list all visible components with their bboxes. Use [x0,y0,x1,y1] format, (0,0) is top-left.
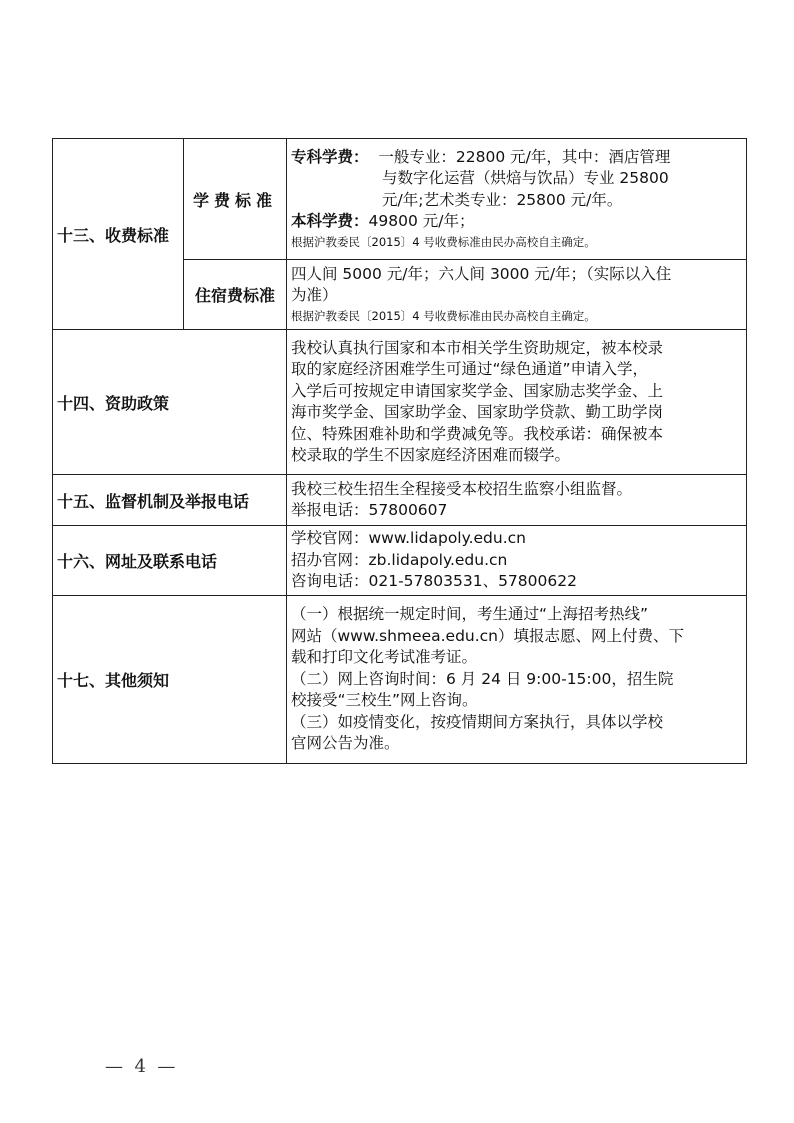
lodging-label: 住宿费标准 [184,260,287,330]
aid-section-label: 十四、资助政策 [53,330,287,475]
aid-text-line: 校录取的学生不因家庭经济困难而辍学。 [291,446,571,464]
fees-section-label: 十三、收费标准 [53,139,184,330]
aid-content [287,330,747,475]
lodging-text-2: 为准） [291,286,338,304]
associate-tuition-line [291,147,742,169]
aid-text-line: 我校认真执行国家和本市相关学生资助规定，被本校录 [291,338,664,357]
aid-text-line: 入学后可按规定申请国家奖学金、国家励志奖学金、上 [291,381,664,400]
bachelor-tuition-line [291,211,742,233]
lodging-note: 根据沪教委民〔2015〕4 号收费标准由民办高校自主确定。 [291,308,596,323]
fees-tuition-row [53,139,747,260]
notes-text-line: 官网公告为准。 [291,734,400,753]
contact-section-label: 十六、网址及联系电话 [53,526,287,596]
aid-row [53,330,747,475]
contact-row [53,526,747,596]
aid-text-line: 位、特殊困难补助和学费减免等。我校承诺：确保被本 [291,424,664,443]
bachelor-tuition-value: 49800 元/年； [368,212,475,230]
aid-text-line: 取的家庭经济困难学生可通过“绿色通道”申请入学， [291,360,649,378]
school-website: 学校官网：www.lidapoly.edu.cn [291,529,526,548]
associate-tuition-text-2: 与数字化运营（烘焙与饮品）专业 25800 [382,169,669,187]
associate-tuition-text-1: 一般专业：22800 元/年，其中：酒店管理 [378,147,671,166]
notes-content [287,596,747,764]
notes-text-line: 载和打印文化考试准考证。 [291,648,478,667]
aid-text-line: 海市奖学金、国家助学金、国家助学贷款、勤工助学岗 [291,403,664,421]
lodging-text-1: 四人间 5000 元/年；六人间 3000 元/年；（实际以入住 [291,264,672,283]
notes-section-label: 十七、其他须知 [53,596,287,764]
supervision-content [287,475,747,526]
tuition-content [287,139,747,260]
tuition-label: 学费标准 [184,139,287,260]
supervision-row [53,475,747,526]
notes-text-line: （一）根据统一规定时间，考生通过“上海招考热线” [291,605,649,624]
admissions-website: 招办官网：zb.lidapoly.edu.cn [291,550,508,569]
supervision-section-label: 十五、监督机制及举报电话 [53,475,287,526]
report-phone: 举报电话：57800607 [291,501,448,519]
contact-content [287,526,747,596]
tuition-note: 根据沪教委民〔2015〕4 号收费标准由民办高校自主确定。 [291,234,596,249]
page-number: — 4 — [105,1056,176,1077]
associate-tuition-heading: 专科学费： [291,147,369,166]
notes-text-line: （二）网上咨询时间：6 月 24 日 9:00-15:00，招生院 [291,669,674,688]
notes-row [53,596,747,764]
admissions-info-table [52,138,747,764]
supervision-text: 我校三校生招生全程接受本校招生监察小组监督。 [291,479,633,498]
notes-text-line: （三）如疫情变化，按疫情期间方案执行，具体以学校 [291,712,664,731]
consult-phone: 咨询电话：021-57803531、57800622 [291,572,577,591]
bachelor-tuition-heading: 本科学费： [291,212,369,230]
notes-text-line: 网站（www.shmeea.edu.cn）填报志愿、网上付费、下 [291,626,685,645]
lodging-content [287,260,747,330]
notes-text-line: 校接受“三校生”网上咨询。 [291,691,478,710]
associate-tuition-text-3: 元/年;艺术类专业：25800 元/年。 [382,190,623,209]
